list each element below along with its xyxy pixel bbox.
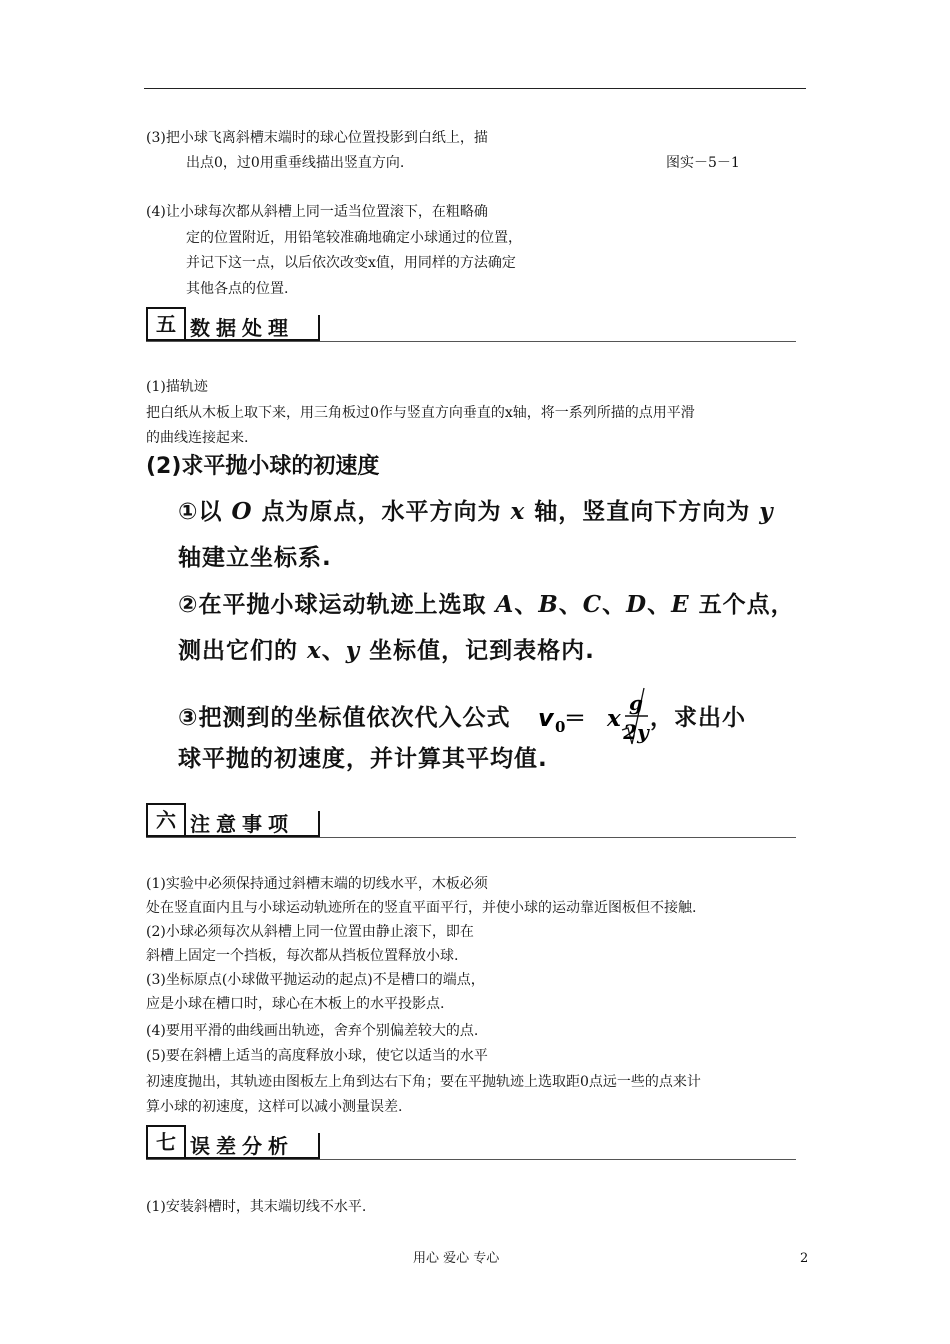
section-rule xyxy=(146,837,796,838)
formula-numerator: g xyxy=(629,691,643,715)
figure-caption: 图实－5－1 xyxy=(666,155,740,171)
formula-denominator: 2y xyxy=(623,720,649,744)
error-1: (1)安装斜槽时，其末端切线不水平. xyxy=(146,1199,367,1215)
formula-subscript: 0 xyxy=(555,718,566,736)
note-1-line-2: 处在竖直面内且与小球运动轨迹所在的竖直平面平行，并使小球的运动靠近图板但不接触. xyxy=(146,900,697,916)
header-rule xyxy=(144,88,806,89)
step-3-line-1: (3)把小球飞离斜槽末端时的球心位置投影到白纸上，描 xyxy=(146,130,488,146)
section-title: 数据处理 xyxy=(166,315,320,341)
step-4-line-2: 定的位置附近，用铅笔较准确地确定小球通过的位置， xyxy=(186,230,522,246)
method-item-3-line-2: 球平抛的初速度，并计算其平均值. xyxy=(178,746,548,772)
data-step-1-line-1: 把白纸从木板上取下来，用三角板过0作与竖直方向垂直的x轴，将一系列所描的点用平滑 xyxy=(146,405,695,421)
method-item-2-line-1: ②在平抛小球运动轨迹上选取 A、B、C、D、E 五个点， xyxy=(178,591,795,618)
note-5-line-2: 初速度抛出，其轨迹由图板左上角到达右下角；要在平抛轨迹上选取距0点远一些的点来计 xyxy=(146,1074,701,1090)
section-header-6 xyxy=(146,803,796,839)
velocity-formula xyxy=(536,684,650,748)
data-step-2-heading: (2)求平抛小球的初速度 xyxy=(146,454,380,479)
section-rule xyxy=(146,341,796,342)
section-header-7 xyxy=(146,1125,796,1161)
data-step-1: (1)描轨迹 xyxy=(146,379,208,395)
method-item-1-line-2: 轴建立坐标系. xyxy=(178,545,332,571)
note-5-line-1: (5)要在斜槽上适当的高度释放小球，使它以适当的水平 xyxy=(146,1048,488,1064)
step-3-line-2: 出点0，过0用重垂线描出竖直方向. xyxy=(186,155,405,171)
formula-equals: ＝ xyxy=(564,707,587,732)
note-3-line-1: (3)坐标原点(小球做平抛运动的起点)不是槽口的端点， xyxy=(146,972,485,988)
data-step-1-line-2: 的曲线连接起来. xyxy=(146,430,249,446)
formula-x: x xyxy=(607,705,621,732)
section-number: 五 xyxy=(146,307,186,341)
step-4-line-4: 其他各点的位置. xyxy=(186,281,289,297)
formula-v: v xyxy=(538,704,554,732)
method-item-2-line-2: 测出它们的 x、y 坐标值，记到表格内. xyxy=(178,637,595,664)
section-number: 七 xyxy=(146,1125,186,1159)
method-item-3-line-1-end: ，求出小 xyxy=(650,705,746,731)
section-rule xyxy=(146,1159,796,1160)
method-item-1-line-1: ①以 O 点为原点，水平方向为 x 轴，竖直向下方向为 y xyxy=(178,498,774,525)
section-header-5 xyxy=(146,307,796,343)
page-number: 2 xyxy=(800,1251,809,1266)
step-4-line-3: 并记下这一点，以后依次改变x值，用同样的方法确定 xyxy=(186,255,516,271)
step-4-line-1: (4)让小球每次都从斜槽上同一适当位置滚下，在粗略确 xyxy=(146,204,488,220)
section-title: 误差分析 xyxy=(166,1133,320,1159)
note-1-line-1: (1)实验中必须保持通过斜槽末端的切线水平，木板必须 xyxy=(146,876,488,892)
note-4: (4)要用平滑的曲线画出轨迹，舍弃个别偏差较大的点. xyxy=(146,1023,479,1039)
note-5-line-3: 算小球的初速度，这样可以减小测量误差. xyxy=(146,1099,403,1115)
note-2-line-2: 斜槽上固定一个挡板，每次都从挡板位置释放小球. xyxy=(146,948,459,964)
method-item-3-line-1: ③把测到的坐标值依次代入公式 xyxy=(178,705,511,731)
footer-motto: 用心 爱心 专心 xyxy=(413,1251,500,1266)
section-title: 注意事项 xyxy=(166,811,320,837)
section-number: 六 xyxy=(146,803,186,837)
note-2-line-1: (2)小球必须每次从斜槽上同一位置由静止滚下，即在 xyxy=(146,924,474,940)
note-3-line-2: 应是小球在槽口时，球心在木板上的水平投影点. xyxy=(146,996,445,1012)
